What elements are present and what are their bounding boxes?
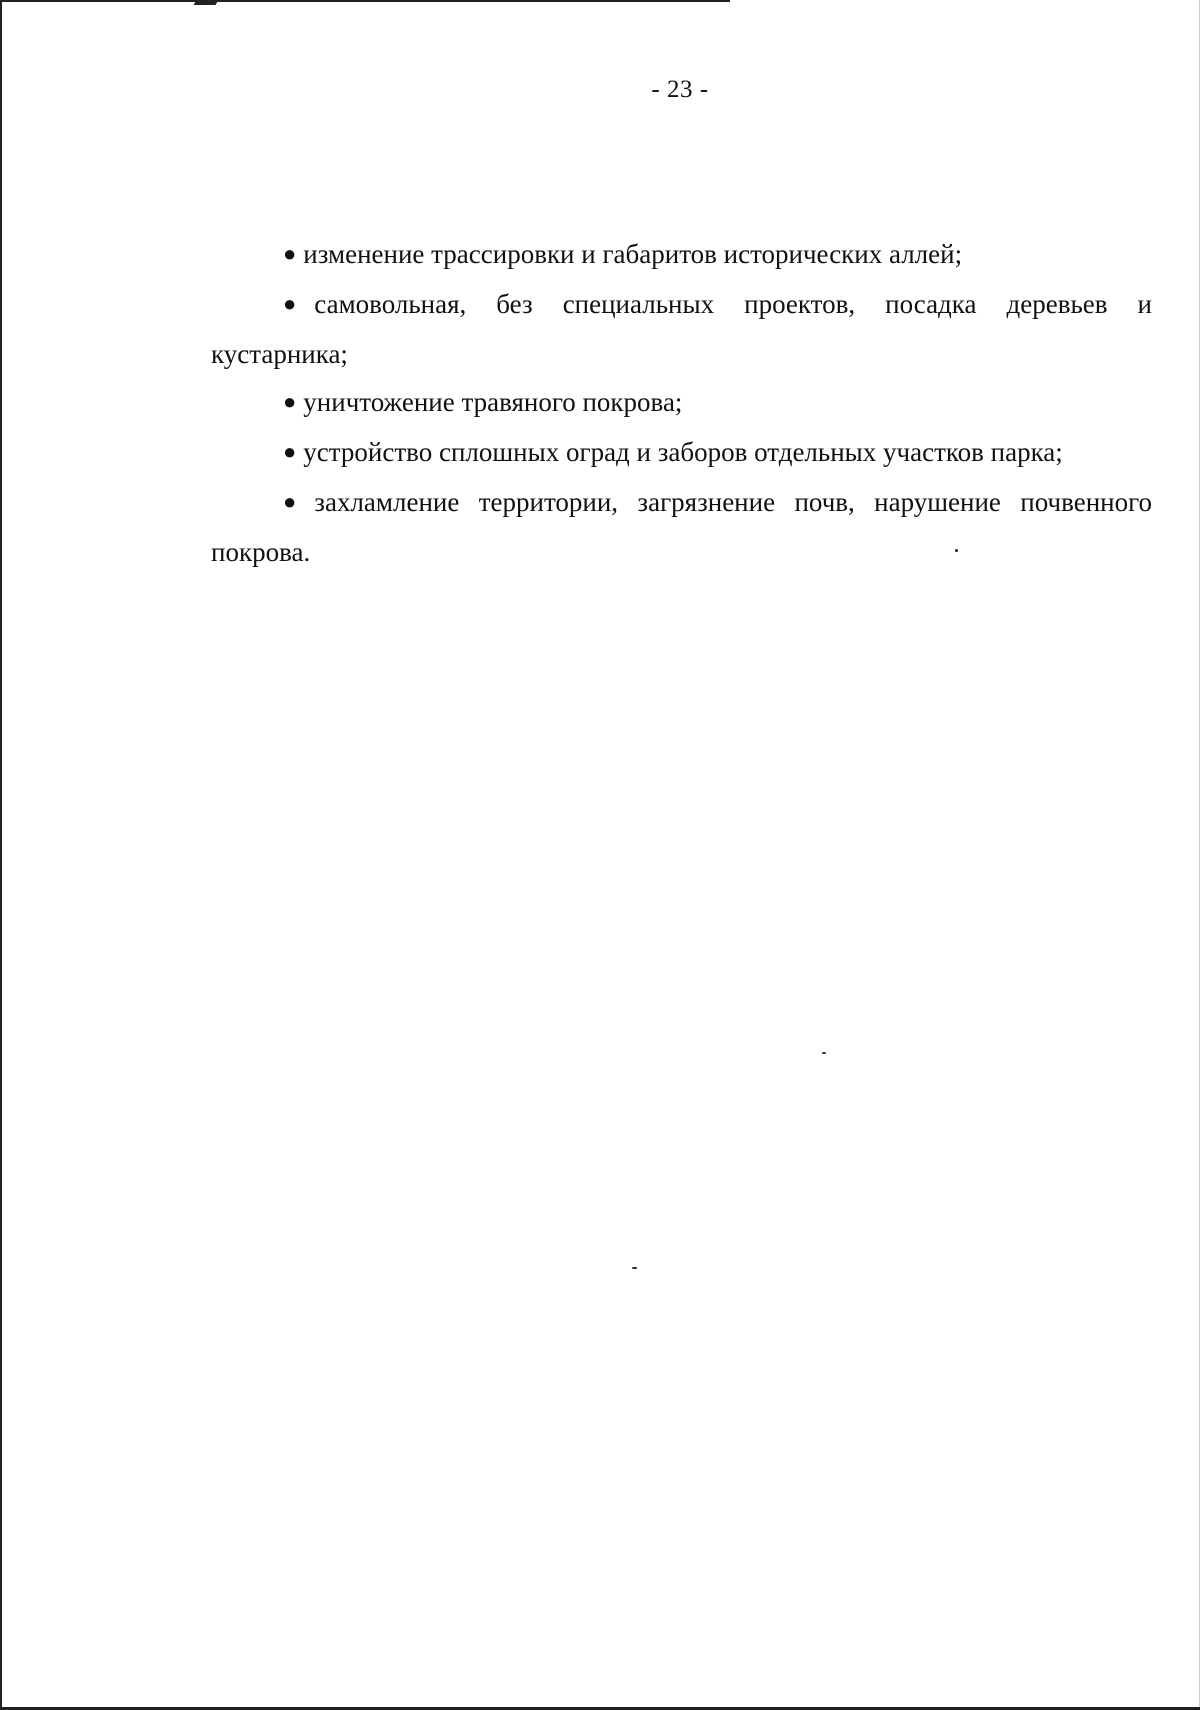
list-item-continuation: покрова. [211, 537, 311, 567]
list-item [211, 230, 1152, 280]
bullet-dot-icon: ● [283, 439, 297, 464]
scan-speck [632, 1267, 637, 1269]
list-item [211, 428, 1152, 478]
page-number: - 23 - [651, 76, 709, 103]
bullet-list [211, 230, 1152, 576]
list-item-continuation: кустарника; [211, 339, 348, 369]
list-item [211, 378, 1152, 428]
list-item [211, 280, 1152, 330]
bullet-dot-icon: ● [283, 489, 297, 514]
list-item [211, 478, 1152, 528]
bullet-dot-icon: ● [283, 291, 297, 316]
scan-speck [822, 1052, 826, 1054]
list-item-text: устройство сплошных оград и заборов отдельных участков парка; [303, 437, 1063, 467]
scan-border-top [0, 0, 730, 2]
scan-speck [955, 549, 958, 552]
bullet-dot-icon: ● [283, 389, 297, 414]
scan-mark-top [194, 0, 219, 5]
list-item-text: самовольная, без специальных проектов, посадка деревьев и [314, 289, 1152, 319]
bullet-dot-icon: ● [283, 241, 297, 266]
list-item-text: уничтожение травяного покрова; [303, 387, 683, 417]
scan-border-left [0, 0, 2, 1710]
list-item-text: захламление территории, загрязнение почв, нарушение почвенного [314, 487, 1152, 517]
list-item-text: изменение трассировки и габаритов исторических аллей; [303, 239, 963, 269]
